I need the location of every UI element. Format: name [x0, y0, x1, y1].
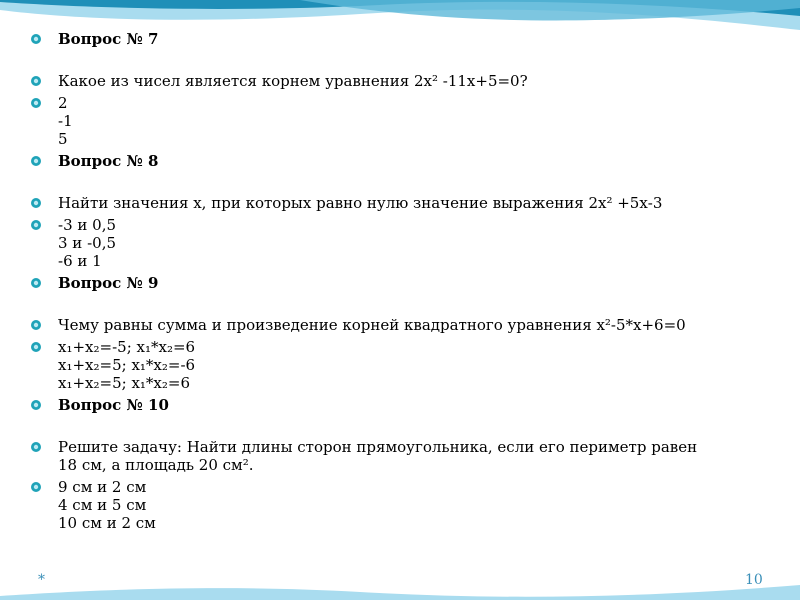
- bullet-icon: [30, 75, 42, 87]
- bullet-icon: [30, 441, 42, 453]
- answer-option: 2: [58, 94, 68, 112]
- slide-content: [30, 30, 750, 536]
- question-8-title: Вопрос № 8: [30, 152, 750, 170]
- answer-option: х₁+х₂=5; х₁*х₂=6: [58, 374, 191, 392]
- question-8-answers: [30, 216, 750, 270]
- question-8-text: Найти значения х, при которых равно нулю значение выражения 2х² +5х-3: [30, 194, 750, 212]
- question-10-text: Решите задачу: Найти длины сторон прямоугольника, если его периметр равен 18 см, а площадь 20 см².: [30, 438, 718, 474]
- answer-option: х₁+х₂=-5; х₁*х₂=6: [58, 338, 196, 356]
- bullet-icon: [30, 319, 42, 331]
- answer-option: 3 и -0,5: [58, 234, 117, 252]
- question-7-title: Вопрос № 7: [30, 30, 750, 48]
- bullet-icon: [30, 481, 42, 493]
- question-10-title: Вопрос № 10: [30, 396, 750, 414]
- question-9-answers: [30, 338, 750, 392]
- answer-option: х₁+х₂=5; х₁*х₂=-6: [58, 356, 196, 374]
- bullet-icon: [30, 33, 42, 45]
- answer-option: 5: [58, 130, 68, 148]
- answer-option: -6 и 1: [58, 252, 102, 270]
- question-7-text: Какое из чисел является корнем уравнения 2х² -11х+5=0?: [30, 72, 750, 90]
- answer-option: 9 см и 2 см: [58, 478, 147, 496]
- answer-option: 4 см и 5 см: [58, 496, 147, 514]
- answer-option: -1: [58, 112, 73, 130]
- page-number: 10: [745, 572, 763, 588]
- question-10-answers: [30, 478, 750, 532]
- question-9-title: Вопрос № 9: [30, 274, 750, 292]
- bullet-icon: [30, 219, 42, 231]
- question-9-text: Чему равны сумма и произведение корней квадратного уравнения х²-5*х+6=0: [30, 316, 750, 334]
- question-7-answers: [30, 94, 750, 148]
- bullet-icon: [30, 277, 42, 289]
- bullet-icon: [30, 399, 42, 411]
- bullet-icon: [30, 341, 42, 353]
- bullet-icon: [30, 97, 42, 109]
- answer-option: -3 и 0,5: [58, 216, 117, 234]
- footer-mark: *: [38, 572, 45, 588]
- bullet-icon: [30, 155, 42, 167]
- answer-option: 10 см и 2 см: [58, 514, 156, 532]
- bullet-icon: [30, 197, 42, 209]
